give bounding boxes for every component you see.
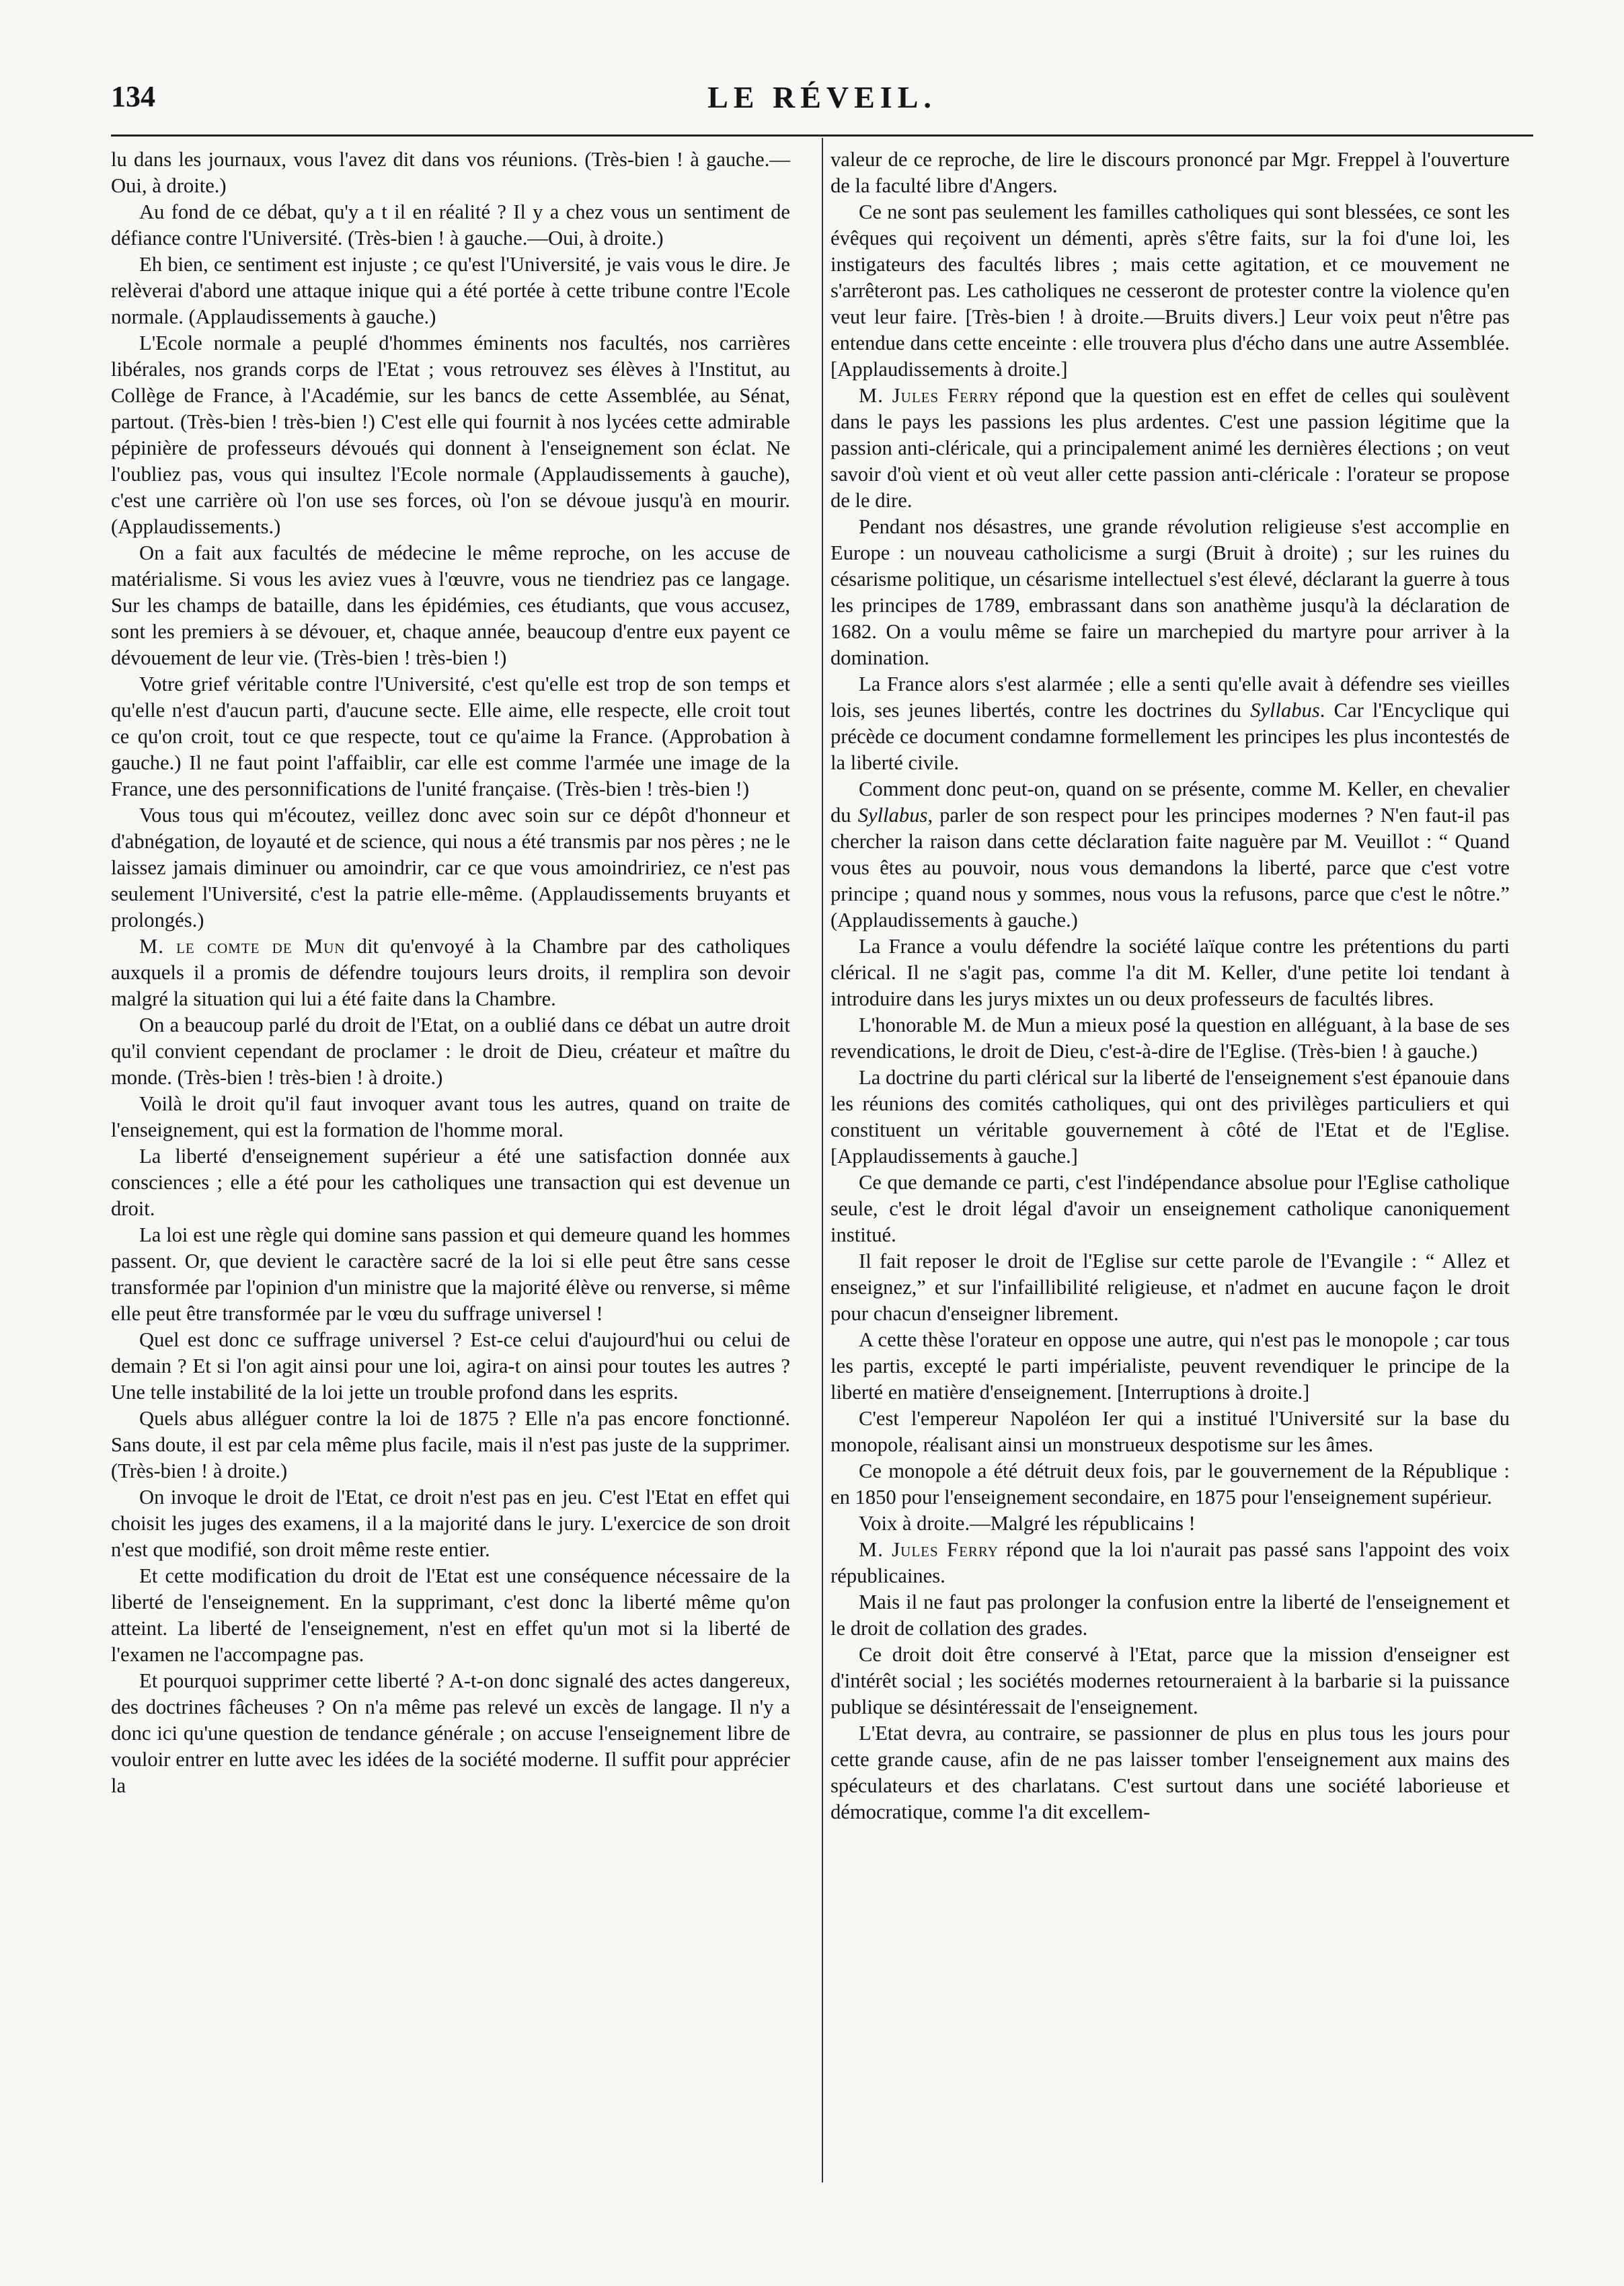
paragraph <box>111 147 790 199</box>
paragraph-text: On a beaucoup parlé du droit de l'Etat, on a oublié dans ce débat un autre droit qu'il convient cependant de proclamer : le droit de Dieu, créateur et maître du monde. (Très-bien ! très-bien ! à droite.) <box>111 1014 790 1089</box>
paragraph <box>111 1012 790 1091</box>
paragraph-text: L'Ecole normale a peuplé d'hommes éminents nos facultés, nos carrières libérales, nos grands corps de l'Etat ; vous retrouvez ses élèves à l'Institut, au Collège de France, à l'Académie, sur les bancs de cette Assemblée, au Sénat, partout. (Très-bien ! très-bien !) C'est elle qui fournit à nos lycées cette admirable pépinière de professeurs dévoués qui donnent à l'enseignement son éclat. Ne l'oubliez pas, vous qui insultez l'Ecole normale (Applaudissements à gauche), c'est une carrière où l'on use ses forces, où l'on se dévoue jusqu'à en mourir. (Applaudissements.) <box>111 332 790 538</box>
paragraph-text: Au fond de ce débat, qu'y a t il en réalité ? Il y a chez vous un sentiment de défiance contre l'Université. (Très-bien ! à gauche.—Oui, à droite.) <box>111 200 790 250</box>
page-number: 134 <box>111 80 155 113</box>
paragraph <box>830 1589 1510 1642</box>
paragraph <box>830 1012 1510 1065</box>
paragraph <box>111 1222 790 1327</box>
paragraph-text: La France a voulu défendre la société laïque contre les prétentions du parti clérical. Il ne s'agit pas, comme l'a dit M. Keller, d'une petite loi tendant à introduire dans les jurys mixtes un ou deux professeurs de facultés libres. <box>830 935 1510 1010</box>
paragraph <box>830 934 1510 1012</box>
paragraph-text: Vous tous qui m'écoutez, veillez donc avec soin sur ce dépôt d'honneur et d'abnégation, de loyauté et de science, qui nous a été transmis par nos pères ; ne le laissez jamais diminuer ou amoindrir, car ce que vous amoindririez, ce n'est pas seulement l'Université, c'est la patrie elle-même. (Applaudissements bruyants et prolongés.) <box>111 804 790 931</box>
paragraph-text: lu dans les journaux, vous l'avez dit dans vos réunions. (Très-bien ! à gauche.—Oui, à droite.) <box>111 148 790 197</box>
paragraph-text: Ce droit doit être conservé à l'Etat, parce que la mission d'enseigner est d'intérêt social ; les sociétés modernes retourneraient à la barbarie si la puissance publique se désintéressait de l'enseignement. <box>830 1643 1510 1718</box>
paragraph-text: C'est l'empereur Napoléon Ier qui a institué l'Université sur la base du monopole, réalisant ainsi un monstrueux despotisme sur les âmes. <box>830 1407 1510 1456</box>
paragraph-text: Ce que demande ce parti, c'est l'indépendance absolue pour l'Eglise catholique seule, c'est le droit légal d'avoir un enseignement catholique canoniquement institué. <box>830 1171 1510 1246</box>
italic-term: Syllabus <box>857 804 928 827</box>
paragraph-text: La loi est une règle qui domine sans passion et qui demeure quand les hommes passent. Or, que devient le caractère sacré de la loi si elle peut être sans cesse transformée par l'opinion d'un ministre que la majorité élève ou renverse, si même elle peut être transformée par le vœu du suffrage universel ! <box>111 1223 790 1325</box>
paragraph-text: Et cette modification du droit de l'Etat est une conséquence nécessaire de la liberté de l'enseignement. En la supprimant, c'est donc la liberté même qu'on atteint. La liberté de l'enseignement, n'est en effet qu'un mot si la liberté de l'examen ne l'accompagne pas. <box>111 1564 790 1666</box>
paragraph-text: Quel est donc ce suffrage universel ? Est-ce celui d'aujourd'hui ou celui de demain ? Et si l'on agit ainsi pour une loi, agira-t on ainsi pour toutes les autres ? Une telle instabilité de la loi jette un trouble profond dans les esprits. <box>111 1328 790 1404</box>
paragraph <box>830 1537 1510 1589</box>
paragraph-text: Voilà le droit qu'il faut invoquer avant tous les autres, quand on traite de l'enseignement, qui est la formation de l'homme moral. <box>111 1092 790 1141</box>
speaker-name: M. le comte de Mun <box>139 935 346 958</box>
paragraph-text: valeur de ce reproche, de lire le discours prononcé par Mgr. Freppel à l'ouverture de la faculté libre d'Angers. <box>830 148 1510 197</box>
paragraph <box>830 147 1510 199</box>
paragraph-text-continued: . Car l'Encyclique qui précède ce document condamne formellement les principes les plus incontestés de la liberté civile. <box>830 699 1510 774</box>
paragraph <box>830 514 1510 671</box>
paragraph-text: Eh bien, ce sentiment est injuste ; ce qu'est l'Université, je vais vous le dire. Je relèverai d'abord une attaque inique qui a été portée à cette tribune contre l'Ecole normale. (Applaudissements à gauche.) <box>111 253 790 328</box>
header-rule <box>111 135 1533 137</box>
paragraph <box>830 1642 1510 1720</box>
speaker-name: M. Jules Ferry <box>859 1538 999 1561</box>
right-column <box>830 147 1510 1825</box>
paragraph <box>830 1327 1510 1406</box>
left-column <box>111 147 790 1799</box>
paragraph <box>111 1563 790 1668</box>
paragraph <box>111 540 790 671</box>
paragraph-text: La liberté d'enseignement supérieur a été une satisfaction donnée aux consciences ; elle a été pour les catholiques une transaction qui est devenue un droit. <box>111 1145 790 1220</box>
speaker-name: M. Jules Ferry <box>859 384 999 407</box>
paragraph-text: La France alors s'est alarmée ; elle a senti qu'elle avait à défendre ses vieilles lois, ses jeunes libertés, contre les doctrines du <box>830 673 1510 722</box>
paragraph-text: L'honorable M. de Mun a mieux posé la question en alléguant, à la base de ses revendications, le droit de Dieu, c'est-à-dire de l'Eglise. (Très-bien ! à gauche.) <box>830 1014 1510 1063</box>
paragraph-text: On invoque le droit de l'Etat, ce droit n'est pas en jeu. C'est l'Etat en effet qui choisit les juges des examens, il a la majorité dans le jury. L'exercice de son droit n'est que modifié, son droit même reste entier. <box>111 1486 790 1561</box>
paragraph <box>830 1720 1510 1825</box>
paragraph-text: Votre grief véritable contre l'Université, c'est qu'elle est trop de son temps et qu'elle n'est d'aucun parti, d'aucune secte. Elle aime, elle respecte, elle croit tout ce qu'on croit, tout ce que respecte, tout ce qu'aime la France. (Approbation à gauche.) Il ne faut point l'affaiblir, car elle est comme l'armée une image de la France, une des personnifications de l'unité française. (Très-bien ! très-bien !) <box>111 673 790 800</box>
page-header <box>111 79 1533 126</box>
paragraph <box>830 1248 1510 1327</box>
paragraph-text: Quels abus alléguer contre la loi de 1875 ? Elle n'a pas encore fonctionné. Sans doute, il est par cela même plus facile, mais il n'est pas juste de la supprimer. (Très-bien ! à droite.) <box>111 1407 790 1482</box>
paragraph-text: Pendant nos désastres, une grande révolution religieuse s'est accomplie en Europe : un nouveau catholicisme a surgi (Bruit à droite) ; sur les ruines du césarisme politique, un césarisme intellectuel s'est élevé, déclarant la guerre à tous les principes de 1789, embrassant dans son anathème jusqu'à la déclaration de 1682. On a voulu même se faire un marchepied du martyre pour arriver à la domination. <box>830 515 1510 669</box>
paragraph <box>830 1511 1510 1537</box>
paragraph <box>830 1406 1510 1458</box>
paragraph <box>111 671 790 802</box>
paragraph <box>111 1327 790 1406</box>
paragraph <box>830 776 1510 934</box>
paragraph-text: Mais il ne faut pas prolonger la confusion entre la liberté de l'enseignement et le droit de collation des grades. <box>830 1591 1510 1640</box>
paragraph-text: dit qu'envoyé à la Chambre par des catholiques auxquels il a promis de défendre toujours leurs droits, il remplira son devoir malgré la situation qui lui a été faite dans la Chambre. <box>111 935 790 1010</box>
paragraph <box>111 1143 790 1222</box>
paragraph <box>830 1065 1510 1170</box>
paragraph-text: Il fait reposer le droit de l'Eglise sur cette parole de l'Evangile : “ Allez et enseignez,” et sur l'infaillibilité religieuse, et n'admet en aucune façon le droit pour chacun d'enseigner librement. <box>830 1250 1510 1325</box>
paragraph <box>830 1170 1510 1248</box>
paragraph <box>830 199 1510 383</box>
column-divider <box>822 138 823 2182</box>
paragraph-text: Ce monopole a été détruit deux fois, par le gouvernement de la République : en 1850 pour l'enseignement secondaire, en 1875 pour l'enseignement supérieur. <box>830 1459 1510 1509</box>
paragraph-text: Et pourquoi supprimer cette liberté ? A-t-on donc signalé des actes dangereux, des doctrines fâcheuses ? On n'a même pas relevé un excès de langage. Il n'y a donc ici qu'une question de tendance générale ; on accuse l'enseignement libre de vouloir entrer en lutte avec les idées de la société moderne. Il suffit pour apprécier la <box>111 1669 790 1797</box>
paragraph <box>111 1668 790 1799</box>
paragraph <box>111 1406 790 1484</box>
paragraph <box>111 1091 790 1143</box>
paragraph <box>111 802 790 934</box>
paragraph <box>111 1484 790 1563</box>
paragraph-text: Voix à droite.—Malgré les républicains ! <box>859 1512 1196 1535</box>
paragraph <box>111 199 790 252</box>
paragraph-text: A cette thèse l'orateur en oppose une autre, qui n'est pas le monopole ; car tous les partis, excepté le parti impérialiste, peuvent revendiquer le principe de la liberté en matière d'enseignement. [Interruptions à droite.] <box>830 1328 1510 1404</box>
page-title: LE RÉVEIL. <box>707 80 937 114</box>
paragraph <box>111 934 790 1012</box>
paragraph-text-continued: , parler de son respect pour les principes modernes ? N'en faut-il pas chercher la raison dans cette déclaration faite naguère par M. Veuillot : “ Quand vous êtes au pouvoir, nous vous demandons la liberté, parce que c'est votre principe ; quand nous y sommes, nous vous la refusons, parce que c'est le nôtre.” (Applaudissements à gauche.) <box>830 804 1510 931</box>
paragraph <box>830 383 1510 514</box>
paragraph-text: répond que la question est en effet de celles qui soulèvent dans le pays les passions les plus ardentes. C'est une passion légitime que la passion anti-cléricale, qui a principalement animé les dernières élections ; on veut savoir d'où vient et où veut aller cette passion anti-cléricale : l'orateur se propose de le dire. <box>830 384 1510 512</box>
italic-term: Syllabus <box>1250 699 1320 722</box>
paragraph-text: répond que la loi n'aurait pas passé sans l'appoint des voix républicaines. <box>830 1538 1510 1587</box>
paragraph <box>111 252 790 330</box>
paragraph-text: Comment donc peut-on, quand on se présente, comme M. Keller, en chevalier du <box>830 777 1510 827</box>
paragraph-text: On a fait aux facultés de médecine le même reproche, on les accuse de matérialisme. Si vous les aviez vues à l'œuvre, vous ne tiendriez pas ce langage. Sur les champs de bataille, dans les épidémies, ces étudiants, que vous accusez, sont les premiers à se dévouer, et, chaque année, beaucoup d'entre eux payent ce dévouement de leur vie. (Très-bien ! très-bien !) <box>111 541 790 669</box>
paragraph-text: La doctrine du parti clérical sur la liberté de l'enseignement s'est épanouie dans les réunions des comités catholiques, qui ont des privilèges particuliers et qui constituent un véritable gouvernement à côté de l'Etat et de l'Eglise. [Applaudissements à gauche.] <box>830 1066 1510 1168</box>
paragraph <box>111 330 790 540</box>
paragraph <box>830 671 1510 776</box>
paragraph <box>830 1458 1510 1511</box>
paragraph-text: Ce ne sont pas seulement les familles catholiques qui sont blessées, ce sont les évêques qui reçoivent un démenti, après s'être faits, sur la foi d'une loi, les instigateurs des facultés libres ; mais cette agitation, et ce mouvement ne s'arrêteront pas. Les catholiques ne cesseront de protester contre la violence qu'en veut leur faire. [Très-bien ! à droite.—Bruits divers.] Leur voix peut n'être pas entendue dans cette enceinte : elle trouvera plus d'écho dans une autre Assemblée. [Applaudissements à droite.] <box>830 200 1510 381</box>
paragraph-text: L'Etat devra, au contraire, se passionner de plus en plus tous les jours pour cette grande cause, afin de ne pas laisser tomber l'enseignement aux mains des spéculateurs et des charlatans. C'est surtout dans une société laborieuse et démocratique, comme l'a dit excellem- <box>830 1722 1510 1823</box>
